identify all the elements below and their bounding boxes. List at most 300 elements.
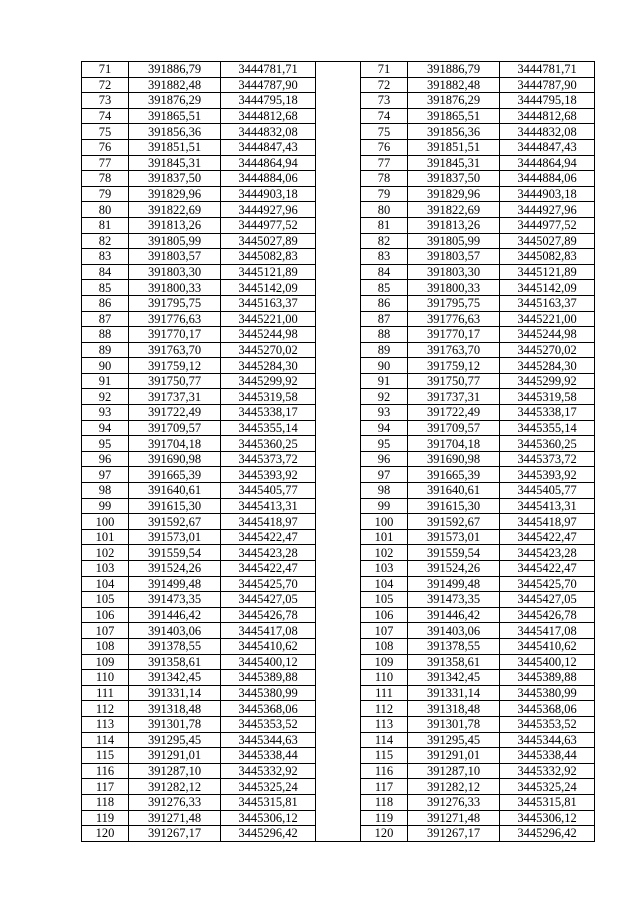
right-y-coordinate-cell: 3445413,31 xyxy=(500,498,595,514)
left-point-number-cell: 100 xyxy=(82,514,129,530)
column-gap-cell xyxy=(316,701,361,717)
left-x-coordinate-cell: 391559,54 xyxy=(129,545,221,561)
left-point-number-cell: 98 xyxy=(82,483,129,499)
left-x-coordinate-cell: 391750,77 xyxy=(129,373,221,389)
left-point-number-cell: 82 xyxy=(82,233,129,249)
right-x-coordinate-cell: 391865,51 xyxy=(408,108,500,124)
right-x-coordinate-cell: 391763,70 xyxy=(408,342,500,358)
right-x-coordinate-cell: 391704,18 xyxy=(408,436,500,452)
column-gap-cell xyxy=(316,685,361,701)
left-x-coordinate-cell: 391690,98 xyxy=(129,451,221,467)
right-x-coordinate-cell: 391882,48 xyxy=(408,77,500,93)
table-row xyxy=(82,826,595,842)
right-y-coordinate-cell: 3445142,09 xyxy=(500,280,595,296)
left-point-number-cell: 77 xyxy=(82,155,129,171)
left-y-coordinate-cell: 3444903,18 xyxy=(221,186,316,202)
right-x-coordinate-cell: 391282,12 xyxy=(408,779,500,795)
right-y-coordinate-cell: 3445389,88 xyxy=(500,670,595,686)
right-x-coordinate-cell: 391803,30 xyxy=(408,264,500,280)
column-gap-cell xyxy=(316,779,361,795)
left-x-coordinate-cell: 391882,48 xyxy=(129,77,221,93)
left-point-number-cell: 99 xyxy=(82,498,129,514)
right-x-coordinate-cell: 391559,54 xyxy=(408,545,500,561)
table-row xyxy=(82,405,595,421)
column-gap-cell xyxy=(316,327,361,343)
left-x-coordinate-cell: 391759,12 xyxy=(129,358,221,374)
right-x-coordinate-cell: 391795,75 xyxy=(408,295,500,311)
left-y-coordinate-cell: 3444812,68 xyxy=(221,108,316,124)
left-point-number-cell: 73 xyxy=(82,93,129,109)
right-point-number-cell: 113 xyxy=(361,716,408,732)
left-y-coordinate-cell: 3444927,96 xyxy=(221,202,316,218)
right-x-coordinate-cell: 391318,48 xyxy=(408,701,500,717)
coordinates-table xyxy=(81,61,595,842)
column-gap-cell xyxy=(316,576,361,592)
left-point-number-cell: 105 xyxy=(82,592,129,608)
right-x-coordinate-cell: 391342,45 xyxy=(408,670,500,686)
right-point-number-cell: 102 xyxy=(361,545,408,561)
left-x-coordinate-cell: 391805,99 xyxy=(129,233,221,249)
left-y-coordinate-cell: 3444787,90 xyxy=(221,77,316,93)
right-y-coordinate-cell: 3444927,96 xyxy=(500,202,595,218)
right-point-number-cell: 109 xyxy=(361,654,408,670)
column-gap-cell xyxy=(316,93,361,109)
column-gap-cell xyxy=(316,233,361,249)
right-point-number-cell: 82 xyxy=(361,233,408,249)
column-gap-cell xyxy=(316,607,361,623)
table-row xyxy=(82,483,595,499)
column-gap-cell xyxy=(316,124,361,140)
left-y-coordinate-cell: 3444864,94 xyxy=(221,155,316,171)
left-point-number-cell: 109 xyxy=(82,654,129,670)
left-x-coordinate-cell: 391770,17 xyxy=(129,327,221,343)
left-y-coordinate-cell: 3445332,92 xyxy=(221,763,316,779)
left-y-coordinate-cell: 3445389,88 xyxy=(221,670,316,686)
right-y-coordinate-cell: 3445296,42 xyxy=(500,826,595,842)
left-y-coordinate-cell: 3445405,77 xyxy=(221,483,316,499)
coordinates-table-body xyxy=(82,62,595,842)
right-x-coordinate-cell: 391276,33 xyxy=(408,794,500,810)
left-y-coordinate-cell: 3445121,89 xyxy=(221,264,316,280)
right-point-number-cell: 96 xyxy=(361,451,408,467)
column-gap-cell xyxy=(316,483,361,499)
table-row xyxy=(82,327,595,343)
table-row xyxy=(82,233,595,249)
left-x-coordinate-cell: 391295,45 xyxy=(129,732,221,748)
column-gap-cell xyxy=(316,467,361,483)
column-gap-cell xyxy=(316,389,361,405)
right-point-number-cell: 119 xyxy=(361,810,408,826)
table-row xyxy=(82,498,595,514)
left-y-coordinate-cell: 3445360,25 xyxy=(221,436,316,452)
left-x-coordinate-cell: 391287,10 xyxy=(129,763,221,779)
column-gap-cell xyxy=(316,405,361,421)
table-row xyxy=(82,701,595,717)
left-point-number-cell: 120 xyxy=(82,826,129,842)
left-x-coordinate-cell: 391813,26 xyxy=(129,217,221,233)
table-row xyxy=(82,654,595,670)
right-point-number-cell: 72 xyxy=(361,77,408,93)
right-point-number-cell: 117 xyxy=(361,779,408,795)
left-y-coordinate-cell: 3445422,47 xyxy=(221,529,316,545)
column-gap-cell xyxy=(316,654,361,670)
column-gap-cell xyxy=(316,373,361,389)
left-y-coordinate-cell: 3445163,37 xyxy=(221,295,316,311)
right-x-coordinate-cell: 391640,61 xyxy=(408,483,500,499)
left-y-coordinate-cell: 3445427,05 xyxy=(221,592,316,608)
right-y-coordinate-cell: 3445393,92 xyxy=(500,467,595,483)
left-x-coordinate-cell: 391331,14 xyxy=(129,685,221,701)
left-y-coordinate-cell: 3445393,92 xyxy=(221,467,316,483)
left-y-coordinate-cell: 3445417,08 xyxy=(221,623,316,639)
right-y-coordinate-cell: 3445344,63 xyxy=(500,732,595,748)
right-point-number-cell: 87 xyxy=(361,311,408,327)
left-point-number-cell: 116 xyxy=(82,763,129,779)
left-x-coordinate-cell: 391704,18 xyxy=(129,436,221,452)
table-row xyxy=(82,280,595,296)
right-y-coordinate-cell: 3445427,05 xyxy=(500,592,595,608)
left-point-number-cell: 107 xyxy=(82,623,129,639)
right-y-coordinate-cell: 3445338,44 xyxy=(500,748,595,764)
right-x-coordinate-cell: 391737,31 xyxy=(408,389,500,405)
right-y-coordinate-cell: 3445319,58 xyxy=(500,389,595,405)
table-row xyxy=(82,186,595,202)
column-gap-cell xyxy=(316,670,361,686)
table-row xyxy=(82,139,595,155)
right-point-number-cell: 76 xyxy=(361,139,408,155)
left-point-number-cell: 102 xyxy=(82,545,129,561)
left-y-coordinate-cell: 3445221,00 xyxy=(221,311,316,327)
left-y-coordinate-cell: 3445380,99 xyxy=(221,685,316,701)
left-y-coordinate-cell: 3445355,14 xyxy=(221,420,316,436)
left-y-coordinate-cell: 3445413,31 xyxy=(221,498,316,514)
left-point-number-cell: 88 xyxy=(82,327,129,343)
right-y-coordinate-cell: 3445418,97 xyxy=(500,514,595,530)
left-x-coordinate-cell: 391803,57 xyxy=(129,249,221,265)
left-y-coordinate-cell: 3445315,81 xyxy=(221,794,316,810)
table-row xyxy=(82,217,595,233)
table-row xyxy=(82,171,595,187)
left-y-coordinate-cell: 3445410,62 xyxy=(221,638,316,654)
column-gap-cell xyxy=(316,810,361,826)
right-x-coordinate-cell: 391851,51 xyxy=(408,139,500,155)
left-point-number-cell: 117 xyxy=(82,779,129,795)
right-y-coordinate-cell: 3445306,12 xyxy=(500,810,595,826)
right-y-coordinate-cell: 3445422,47 xyxy=(500,529,595,545)
right-y-coordinate-cell: 3445082,83 xyxy=(500,249,595,265)
table-row xyxy=(82,295,595,311)
left-y-coordinate-cell: 3445299,92 xyxy=(221,373,316,389)
right-y-coordinate-cell: 3445426,78 xyxy=(500,607,595,623)
table-row xyxy=(82,311,595,327)
right-x-coordinate-cell: 391291,01 xyxy=(408,748,500,764)
right-point-number-cell: 110 xyxy=(361,670,408,686)
left-point-number-cell: 96 xyxy=(82,451,129,467)
right-point-number-cell: 75 xyxy=(361,124,408,140)
right-x-coordinate-cell: 391446,42 xyxy=(408,607,500,623)
right-x-coordinate-cell: 391473,35 xyxy=(408,592,500,608)
right-x-coordinate-cell: 391845,31 xyxy=(408,155,500,171)
table-row xyxy=(82,451,595,467)
right-x-coordinate-cell: 391358,61 xyxy=(408,654,500,670)
left-point-number-cell: 89 xyxy=(82,342,129,358)
left-x-coordinate-cell: 391358,61 xyxy=(129,654,221,670)
column-gap-cell xyxy=(316,514,361,530)
column-gap-cell xyxy=(316,186,361,202)
left-x-coordinate-cell: 391829,96 xyxy=(129,186,221,202)
left-y-coordinate-cell: 3445425,70 xyxy=(221,576,316,592)
left-y-coordinate-cell: 3444847,43 xyxy=(221,139,316,155)
left-point-number-cell: 78 xyxy=(82,171,129,187)
column-gap-cell xyxy=(316,420,361,436)
table-row xyxy=(82,623,595,639)
left-x-coordinate-cell: 391267,17 xyxy=(129,826,221,842)
left-x-coordinate-cell: 391722,49 xyxy=(129,405,221,421)
left-x-coordinate-cell: 391886,79 xyxy=(129,62,221,78)
table-row xyxy=(82,467,595,483)
right-y-coordinate-cell: 3445338,17 xyxy=(500,405,595,421)
right-y-coordinate-cell: 3444787,90 xyxy=(500,77,595,93)
right-x-coordinate-cell: 391722,49 xyxy=(408,405,500,421)
left-y-coordinate-cell: 3445400,12 xyxy=(221,654,316,670)
right-x-coordinate-cell: 391886,79 xyxy=(408,62,500,78)
left-y-coordinate-cell: 3445270,02 xyxy=(221,342,316,358)
left-point-number-cell: 85 xyxy=(82,280,129,296)
left-y-coordinate-cell: 3444884,06 xyxy=(221,171,316,187)
left-point-number-cell: 97 xyxy=(82,467,129,483)
column-gap-cell xyxy=(316,249,361,265)
right-x-coordinate-cell: 391813,26 xyxy=(408,217,500,233)
left-point-number-cell: 106 xyxy=(82,607,129,623)
right-point-number-cell: 78 xyxy=(361,171,408,187)
right-y-coordinate-cell: 3445425,70 xyxy=(500,576,595,592)
left-x-coordinate-cell: 391615,30 xyxy=(129,498,221,514)
column-gap-cell xyxy=(316,155,361,171)
table-row xyxy=(82,561,595,577)
right-point-number-cell: 106 xyxy=(361,607,408,623)
left-x-coordinate-cell: 391473,35 xyxy=(129,592,221,608)
table-row xyxy=(82,638,595,654)
column-gap-cell xyxy=(316,280,361,296)
left-y-coordinate-cell: 3445423,28 xyxy=(221,545,316,561)
right-point-number-cell: 79 xyxy=(361,186,408,202)
left-point-number-cell: 90 xyxy=(82,358,129,374)
right-point-number-cell: 93 xyxy=(361,405,408,421)
table-row xyxy=(82,732,595,748)
table-row xyxy=(82,249,595,265)
table-row xyxy=(82,514,595,530)
left-point-number-cell: 76 xyxy=(82,139,129,155)
left-y-coordinate-cell: 3445284,30 xyxy=(221,358,316,374)
left-point-number-cell: 112 xyxy=(82,701,129,717)
column-gap-cell xyxy=(316,561,361,577)
table-row xyxy=(82,607,595,623)
left-y-coordinate-cell: 3444795,18 xyxy=(221,93,316,109)
table-row xyxy=(82,358,595,374)
table-row xyxy=(82,342,595,358)
left-x-coordinate-cell: 391737,31 xyxy=(129,389,221,405)
right-x-coordinate-cell: 391378,55 xyxy=(408,638,500,654)
table-row xyxy=(82,108,595,124)
column-gap-cell xyxy=(316,358,361,374)
column-gap-cell xyxy=(316,77,361,93)
table-row xyxy=(82,748,595,764)
left-y-coordinate-cell: 3445306,12 xyxy=(221,810,316,826)
table-row xyxy=(82,670,595,686)
right-y-coordinate-cell: 3445121,89 xyxy=(500,264,595,280)
right-point-number-cell: 116 xyxy=(361,763,408,779)
left-x-coordinate-cell: 391282,12 xyxy=(129,779,221,795)
column-gap-cell xyxy=(316,264,361,280)
right-y-coordinate-cell: 3445270,02 xyxy=(500,342,595,358)
table-row xyxy=(82,436,595,452)
left-x-coordinate-cell: 391837,50 xyxy=(129,171,221,187)
table-row xyxy=(82,779,595,795)
left-x-coordinate-cell: 391851,51 xyxy=(129,139,221,155)
left-x-coordinate-cell: 391876,29 xyxy=(129,93,221,109)
right-point-number-cell: 108 xyxy=(361,638,408,654)
right-point-number-cell: 99 xyxy=(361,498,408,514)
left-point-number-cell: 118 xyxy=(82,794,129,810)
left-y-coordinate-cell: 3445373,72 xyxy=(221,451,316,467)
right-y-coordinate-cell: 3445400,12 xyxy=(500,654,595,670)
right-point-number-cell: 120 xyxy=(361,826,408,842)
right-y-coordinate-cell: 3445244,98 xyxy=(500,327,595,343)
left-point-number-cell: 86 xyxy=(82,295,129,311)
column-gap-cell xyxy=(316,171,361,187)
right-x-coordinate-cell: 391403,06 xyxy=(408,623,500,639)
right-x-coordinate-cell: 391822,69 xyxy=(408,202,500,218)
right-point-number-cell: 77 xyxy=(361,155,408,171)
right-x-coordinate-cell: 391876,29 xyxy=(408,93,500,109)
left-x-coordinate-cell: 391342,45 xyxy=(129,670,221,686)
left-x-coordinate-cell: 391856,36 xyxy=(129,124,221,140)
table-row xyxy=(82,93,595,109)
left-point-number-cell: 71 xyxy=(82,62,129,78)
right-x-coordinate-cell: 391759,12 xyxy=(408,358,500,374)
left-point-number-cell: 115 xyxy=(82,748,129,764)
left-x-coordinate-cell: 391795,75 xyxy=(129,295,221,311)
right-y-coordinate-cell: 3444795,18 xyxy=(500,93,595,109)
right-y-coordinate-cell: 3445360,25 xyxy=(500,436,595,452)
right-x-coordinate-cell: 391805,99 xyxy=(408,233,500,249)
right-x-coordinate-cell: 391856,36 xyxy=(408,124,500,140)
left-x-coordinate-cell: 391378,55 xyxy=(129,638,221,654)
left-point-number-cell: 84 xyxy=(82,264,129,280)
left-x-coordinate-cell: 391592,67 xyxy=(129,514,221,530)
column-gap-cell xyxy=(316,529,361,545)
left-point-number-cell: 101 xyxy=(82,529,129,545)
right-y-coordinate-cell: 3445405,77 xyxy=(500,483,595,499)
table-row xyxy=(82,592,595,608)
left-y-coordinate-cell: 3445338,17 xyxy=(221,405,316,421)
right-point-number-cell: 83 xyxy=(361,249,408,265)
table-row xyxy=(82,155,595,171)
right-x-coordinate-cell: 391690,98 xyxy=(408,451,500,467)
left-point-number-cell: 75 xyxy=(82,124,129,140)
right-y-coordinate-cell: 3445315,81 xyxy=(500,794,595,810)
left-point-number-cell: 103 xyxy=(82,561,129,577)
left-y-coordinate-cell: 3445368,06 xyxy=(221,701,316,717)
right-point-number-cell: 92 xyxy=(361,389,408,405)
right-point-number-cell: 112 xyxy=(361,701,408,717)
right-y-coordinate-cell: 3445221,00 xyxy=(500,311,595,327)
left-point-number-cell: 91 xyxy=(82,373,129,389)
right-y-coordinate-cell: 3444832,08 xyxy=(500,124,595,140)
right-x-coordinate-cell: 391592,67 xyxy=(408,514,500,530)
right-x-coordinate-cell: 391271,48 xyxy=(408,810,500,826)
right-point-number-cell: 107 xyxy=(361,623,408,639)
table-row xyxy=(82,62,595,78)
column-gap-cell xyxy=(316,436,361,452)
left-point-number-cell: 95 xyxy=(82,436,129,452)
right-point-number-cell: 89 xyxy=(361,342,408,358)
right-point-number-cell: 100 xyxy=(361,514,408,530)
left-y-coordinate-cell: 3444977,52 xyxy=(221,217,316,233)
left-point-number-cell: 119 xyxy=(82,810,129,826)
column-gap-cell xyxy=(316,311,361,327)
right-point-number-cell: 85 xyxy=(361,280,408,296)
left-x-coordinate-cell: 391776,63 xyxy=(129,311,221,327)
right-point-number-cell: 118 xyxy=(361,794,408,810)
right-point-number-cell: 115 xyxy=(361,748,408,764)
right-point-number-cell: 111 xyxy=(361,685,408,701)
table-row xyxy=(82,810,595,826)
right-y-coordinate-cell: 3445410,62 xyxy=(500,638,595,654)
left-point-number-cell: 87 xyxy=(82,311,129,327)
right-point-number-cell: 71 xyxy=(361,62,408,78)
right-x-coordinate-cell: 391803,57 xyxy=(408,249,500,265)
right-point-number-cell: 84 xyxy=(361,264,408,280)
right-x-coordinate-cell: 391615,30 xyxy=(408,498,500,514)
right-y-coordinate-cell: 3444864,94 xyxy=(500,155,595,171)
right-x-coordinate-cell: 391750,77 xyxy=(408,373,500,389)
column-gap-cell xyxy=(316,108,361,124)
left-point-number-cell: 79 xyxy=(82,186,129,202)
left-point-number-cell: 93 xyxy=(82,405,129,421)
left-x-coordinate-cell: 391845,31 xyxy=(129,155,221,171)
right-point-number-cell: 81 xyxy=(361,217,408,233)
left-x-coordinate-cell: 391573,01 xyxy=(129,529,221,545)
left-y-coordinate-cell: 3445027,89 xyxy=(221,233,316,249)
table-row xyxy=(82,794,595,810)
table-row xyxy=(82,763,595,779)
right-point-number-cell: 74 xyxy=(361,108,408,124)
left-point-number-cell: 81 xyxy=(82,217,129,233)
left-point-number-cell: 92 xyxy=(82,389,129,405)
left-x-coordinate-cell: 391803,30 xyxy=(129,264,221,280)
left-x-coordinate-cell: 391763,70 xyxy=(129,342,221,358)
left-point-number-cell: 104 xyxy=(82,576,129,592)
right-point-number-cell: 88 xyxy=(361,327,408,343)
left-point-number-cell: 80 xyxy=(82,202,129,218)
right-y-coordinate-cell: 3445417,08 xyxy=(500,623,595,639)
left-y-coordinate-cell: 3445344,63 xyxy=(221,732,316,748)
table-row xyxy=(82,77,595,93)
right-point-number-cell: 98 xyxy=(361,483,408,499)
right-point-number-cell: 95 xyxy=(361,436,408,452)
right-point-number-cell: 105 xyxy=(361,592,408,608)
column-gap-cell xyxy=(316,217,361,233)
table-row xyxy=(82,529,595,545)
right-y-coordinate-cell: 3445027,89 xyxy=(500,233,595,249)
right-y-coordinate-cell: 3444847,43 xyxy=(500,139,595,155)
left-x-coordinate-cell: 391800,33 xyxy=(129,280,221,296)
column-gap-cell xyxy=(316,498,361,514)
right-x-coordinate-cell: 391770,17 xyxy=(408,327,500,343)
right-y-coordinate-cell: 3444884,06 xyxy=(500,171,595,187)
right-y-coordinate-cell: 3444781,71 xyxy=(500,62,595,78)
